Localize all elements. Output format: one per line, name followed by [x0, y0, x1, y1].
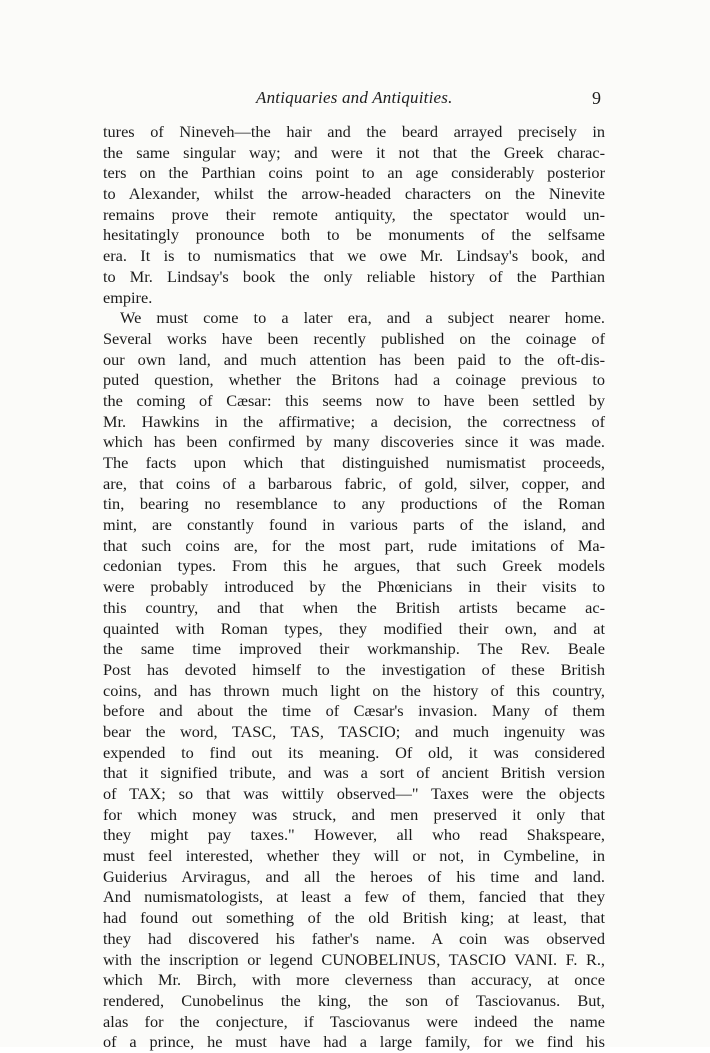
text-line: Several works have been recently published on the coinage of: [103, 328, 605, 348]
text-line: they had discovered his father's name. A coin was observed: [103, 928, 605, 948]
text-line: ters on the Parthian coins point to an age considerably posterior: [103, 163, 605, 183]
text-line: era. It is to numismatics that we owe Mr. Lindsay's book, and: [103, 246, 605, 266]
text-line: the same singular way; and were it not that the Greek charac-: [103, 142, 605, 162]
text-line: for which money was struck, and men preserved it only that: [103, 804, 605, 824]
text-line: tures of Nineveh—the hair and the beard arrayed precisely in: [103, 122, 605, 141]
text-line: The facts upon which that distinguished numismatist proceeds,: [103, 453, 605, 472]
running-title: Antiquaries and Antiquities.: [256, 88, 453, 107]
text-line: our own land, and much attention has been paid to the oft-dis-: [103, 349, 605, 369]
text-line: tin, bearing no resemblance to any productions of the Roman: [103, 494, 605, 514]
text-line: Guiderius Arviragus, and all the heroes of his time and land.: [103, 866, 605, 886]
text-line: alas for the conjecture, if Tasciovanus were indeed the name: [103, 1011, 605, 1031]
text-line: empire.: [103, 287, 153, 307]
text-line: coins, and has thrown much light on the history of this country,: [103, 680, 605, 700]
text-line: cedonian types. From this he argues, that such Greek models: [103, 556, 605, 576]
text-line: that such coins are, for the most part, rude imitations of Ma-: [103, 535, 605, 555]
text-line: which has been confirmed by many discoveries since it was made.: [103, 432, 605, 452]
text-line: quainted with Roman types, they modified their own, and at: [103, 618, 605, 638]
text-line: of a prince, he must have had a large family, for we find his: [103, 1032, 605, 1052]
text-line: the coming of Cæsar: this seems now to have been settled by: [103, 390, 605, 410]
text-line: this country, and that when the British artists became ac-: [103, 597, 605, 617]
text-line: before and about the time of Cæsar's invasion. Many of them: [103, 701, 605, 721]
text-line: they might pay taxes." However, all who read Shakspeare,: [103, 825, 605, 845]
text-line: And numismatologists, at least a few of them, fancied that they: [103, 887, 605, 907]
text-line: of TAX; so that was wittily observed—" Taxes were the objects: [103, 784, 605, 803]
text-line: are, that coins of a barbarous fabric, of gold, silver, copper, and: [103, 473, 605, 493]
body-text: [103, 122, 605, 1053]
text-line: to Alexander, whilst the arrow-headed characters on the Ninevite: [103, 184, 605, 204]
text-line: the same time improved their workmanship. The Rev. Beale: [103, 639, 605, 659]
text-line: Mr. Hawkins in the affirmative; a decision, the correctness of: [103, 411, 605, 431]
text-line: expended to find out its meaning. Of old, it was considered: [103, 742, 605, 762]
running-head: [103, 88, 605, 110]
text-line: Post has devoted himself to the investigation of these British: [103, 659, 605, 679]
text-line: bear the word, TASC, TAS, TASCIO; and much ingenuity was: [103, 721, 605, 741]
text-line: puted question, whether the Britons had a coinage previous to: [103, 370, 605, 390]
text-line: hesitatingly pronounce both to be monuments of the selfsame: [103, 225, 605, 245]
text-line: to Mr. Lindsay's book the only reliable history of the Parthian: [103, 266, 605, 286]
text-line: must feel interested, whether they will or not, in Cymbeline, in: [103, 846, 605, 866]
page-number: 9: [592, 88, 601, 108]
text-line: had found out something of the old British king; at least, that: [103, 908, 605, 928]
text-line: that it signified tribute, and was a sort of ancient British version: [103, 763, 605, 783]
text-line: were probably introduced by the Phœnicians in their visits to: [103, 577, 605, 597]
text-line: rendered, Cunobelinus the king, the son of Tasciovanus. But,: [103, 990, 605, 1010]
text-line: with the inscription or legend CUNOBELINUS, TASCIO VANI. F. R.,: [103, 949, 605, 969]
text-line: remains prove their remote antiquity, the spectator would un-: [103, 204, 605, 224]
paragraph-start-line: We must come to a later era, and a subject nearer home.: [120, 308, 605, 328]
text-line: mint, are constantly found in various parts of the island, and: [103, 515, 605, 535]
text-line: which Mr. Birch, with more cleverness than accuracy, at once: [103, 970, 605, 990]
